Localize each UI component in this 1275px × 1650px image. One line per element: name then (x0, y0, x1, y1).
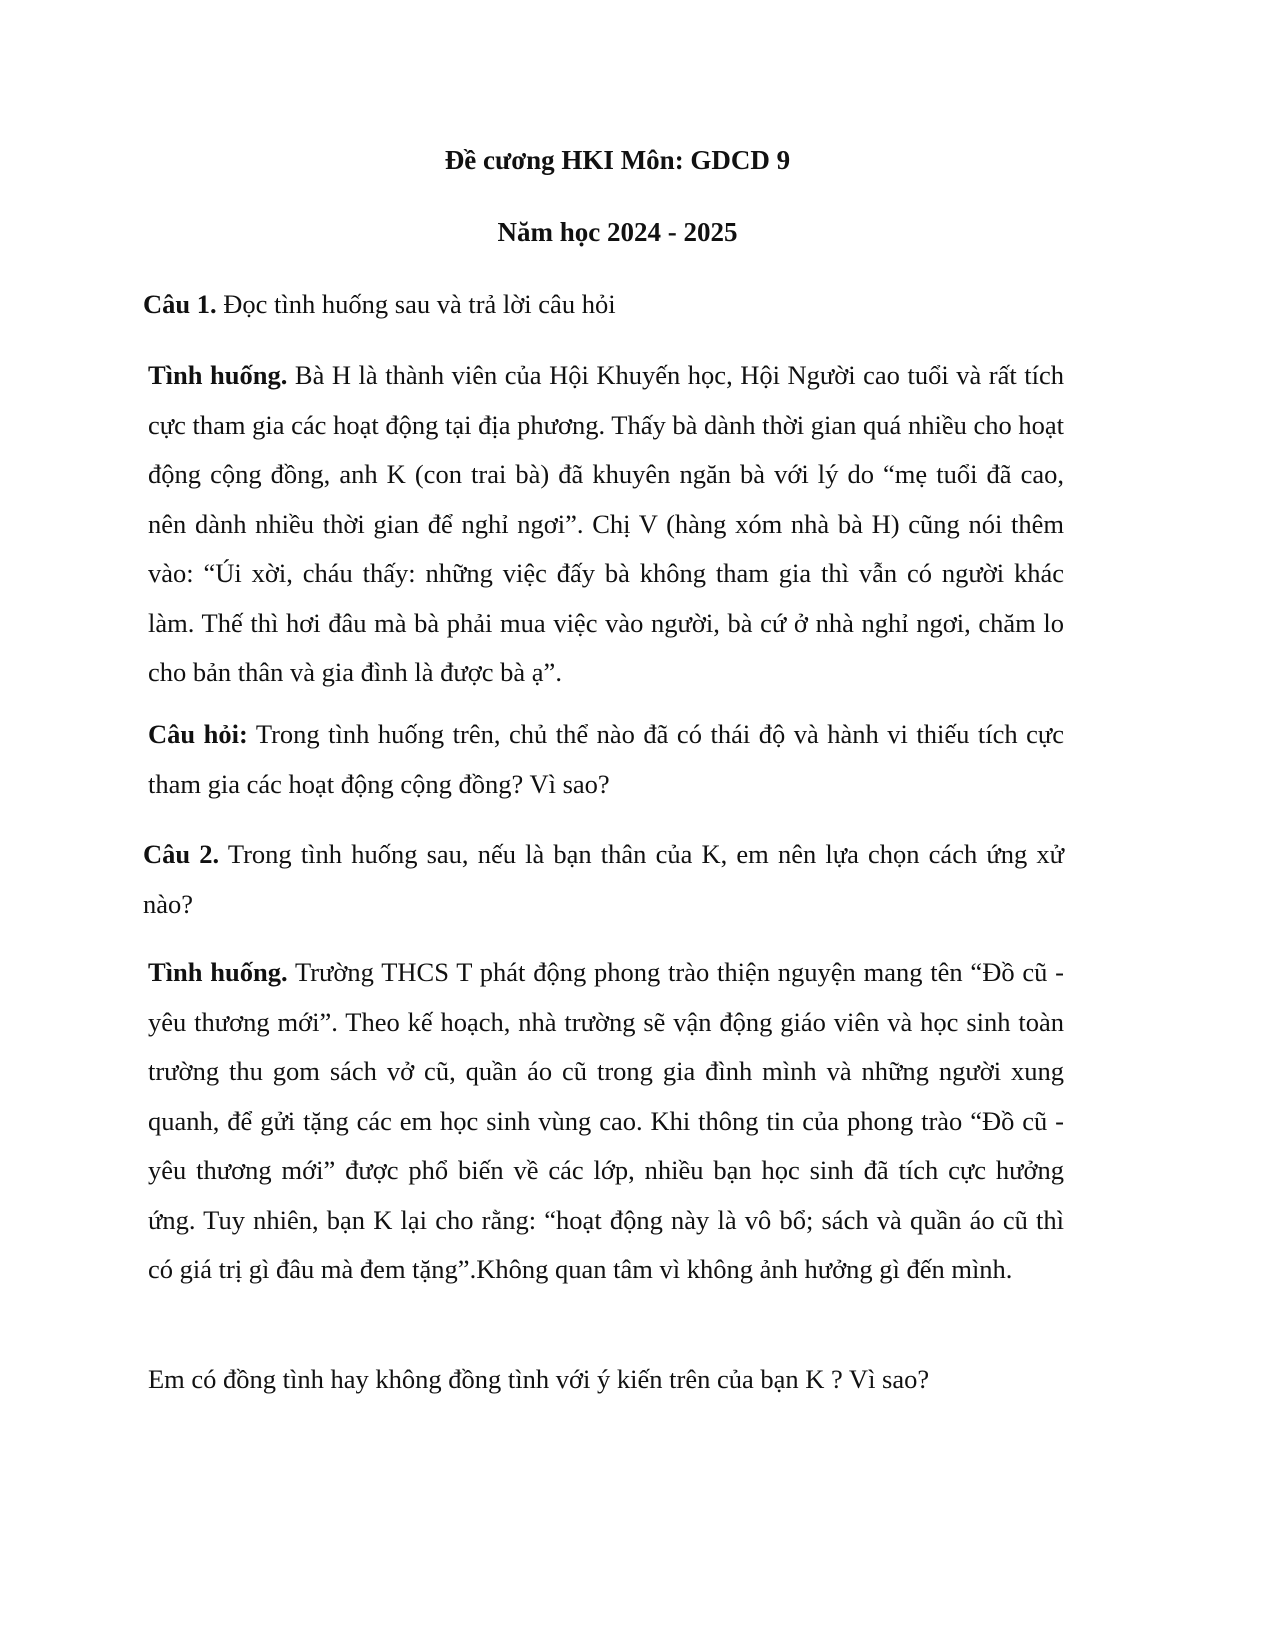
document-subtitle: Năm học 2024 - 2025 (497, 217, 738, 247)
question-1-ask-label: Câu hỏi: (148, 719, 248, 749)
question-2-situation (148, 948, 1064, 1295)
question-2-ask: Em có đồng tình hay không đồng tình với ý kiến trên của bạn K ? Vì sao? (148, 1364, 930, 1394)
question-1-situation (148, 351, 1064, 698)
question-1-ask (148, 710, 1064, 809)
question-2-situation-text: Trường THCS T phát động phong trào thiện nguyện mang tên “Đồ cũ - yêu thương mới”. Theo kế hoạch, nhà trường sẽ vận động giáo viên và học sinh toàn trường thu gom sách vở cũ, quần áo cũ trong gia đình mình và những người xung quanh, để gửi tặng các em học sinh vùng cao. Khi thông tin của phong trào “Đồ cũ - yêu thương mới” được phổ biến về các lớp, nhiều bạn học sinh đã tích cực hưởng ứng. Tuy nhiên, bạn K lại cho rằng: “hoạt động này là vô bổ; sách và quần áo cũ thì có giá trị gì đâu mà đem tặng”.Không quan tâm vì không ảnh hưởng gì đến mình. (148, 957, 1064, 1284)
question-1-situation-text: Bà H là thành viên của Hội Khuyến học, Hội Người cao tuổi và rất tích cực tham gia các hoạt động tại địa phương. Thấy bà dành thời gian quá nhiều cho hoạt động cộng đồng, anh K (con trai bà) đã khuyên ngăn bà với lý do “mẹ tuổi đã cao, nên dành nhiều thời gian để nghỉ ngơi”. Chị V (hàng xóm nhà bà H) cũng nói thêm vào: “Úi xời, cháu thấy: những việc đấy bà không tham gia thì vẫn có người khác làm. Thế thì hơi đâu mà bà phải mua việc vào người, bà cứ ở nhà nghỉ ngơi, chăm lo cho bản thân và gia đình là được bà ạ”. (148, 360, 1064, 687)
question-2 (143, 830, 1064, 929)
question-1-text: Đọc tình huống sau và trả lời câu hỏi (216, 289, 616, 319)
question-1 (143, 280, 1068, 330)
question-1-label: Câu 1. (143, 289, 217, 319)
question-2-text: Trong tình huống sau, nếu là bạn thân của K, em nên lựa chọn cách ứng xử nào? (143, 839, 1064, 919)
question-2-situation-label: Tình huống. (148, 957, 288, 987)
question-1-situation-label: Tình huống. (148, 360, 288, 390)
document-title: Đề cương HKI Môn: GDCD 9 (444, 145, 791, 175)
question-2-label: Câu 2. (143, 839, 220, 869)
question-1-ask-text: Trong tình huống trên, chủ thể nào đã có thái độ và hành vi thiếu tích cực tham gia các hoạt động cộng đồng? Vì sao? (148, 719, 1064, 799)
